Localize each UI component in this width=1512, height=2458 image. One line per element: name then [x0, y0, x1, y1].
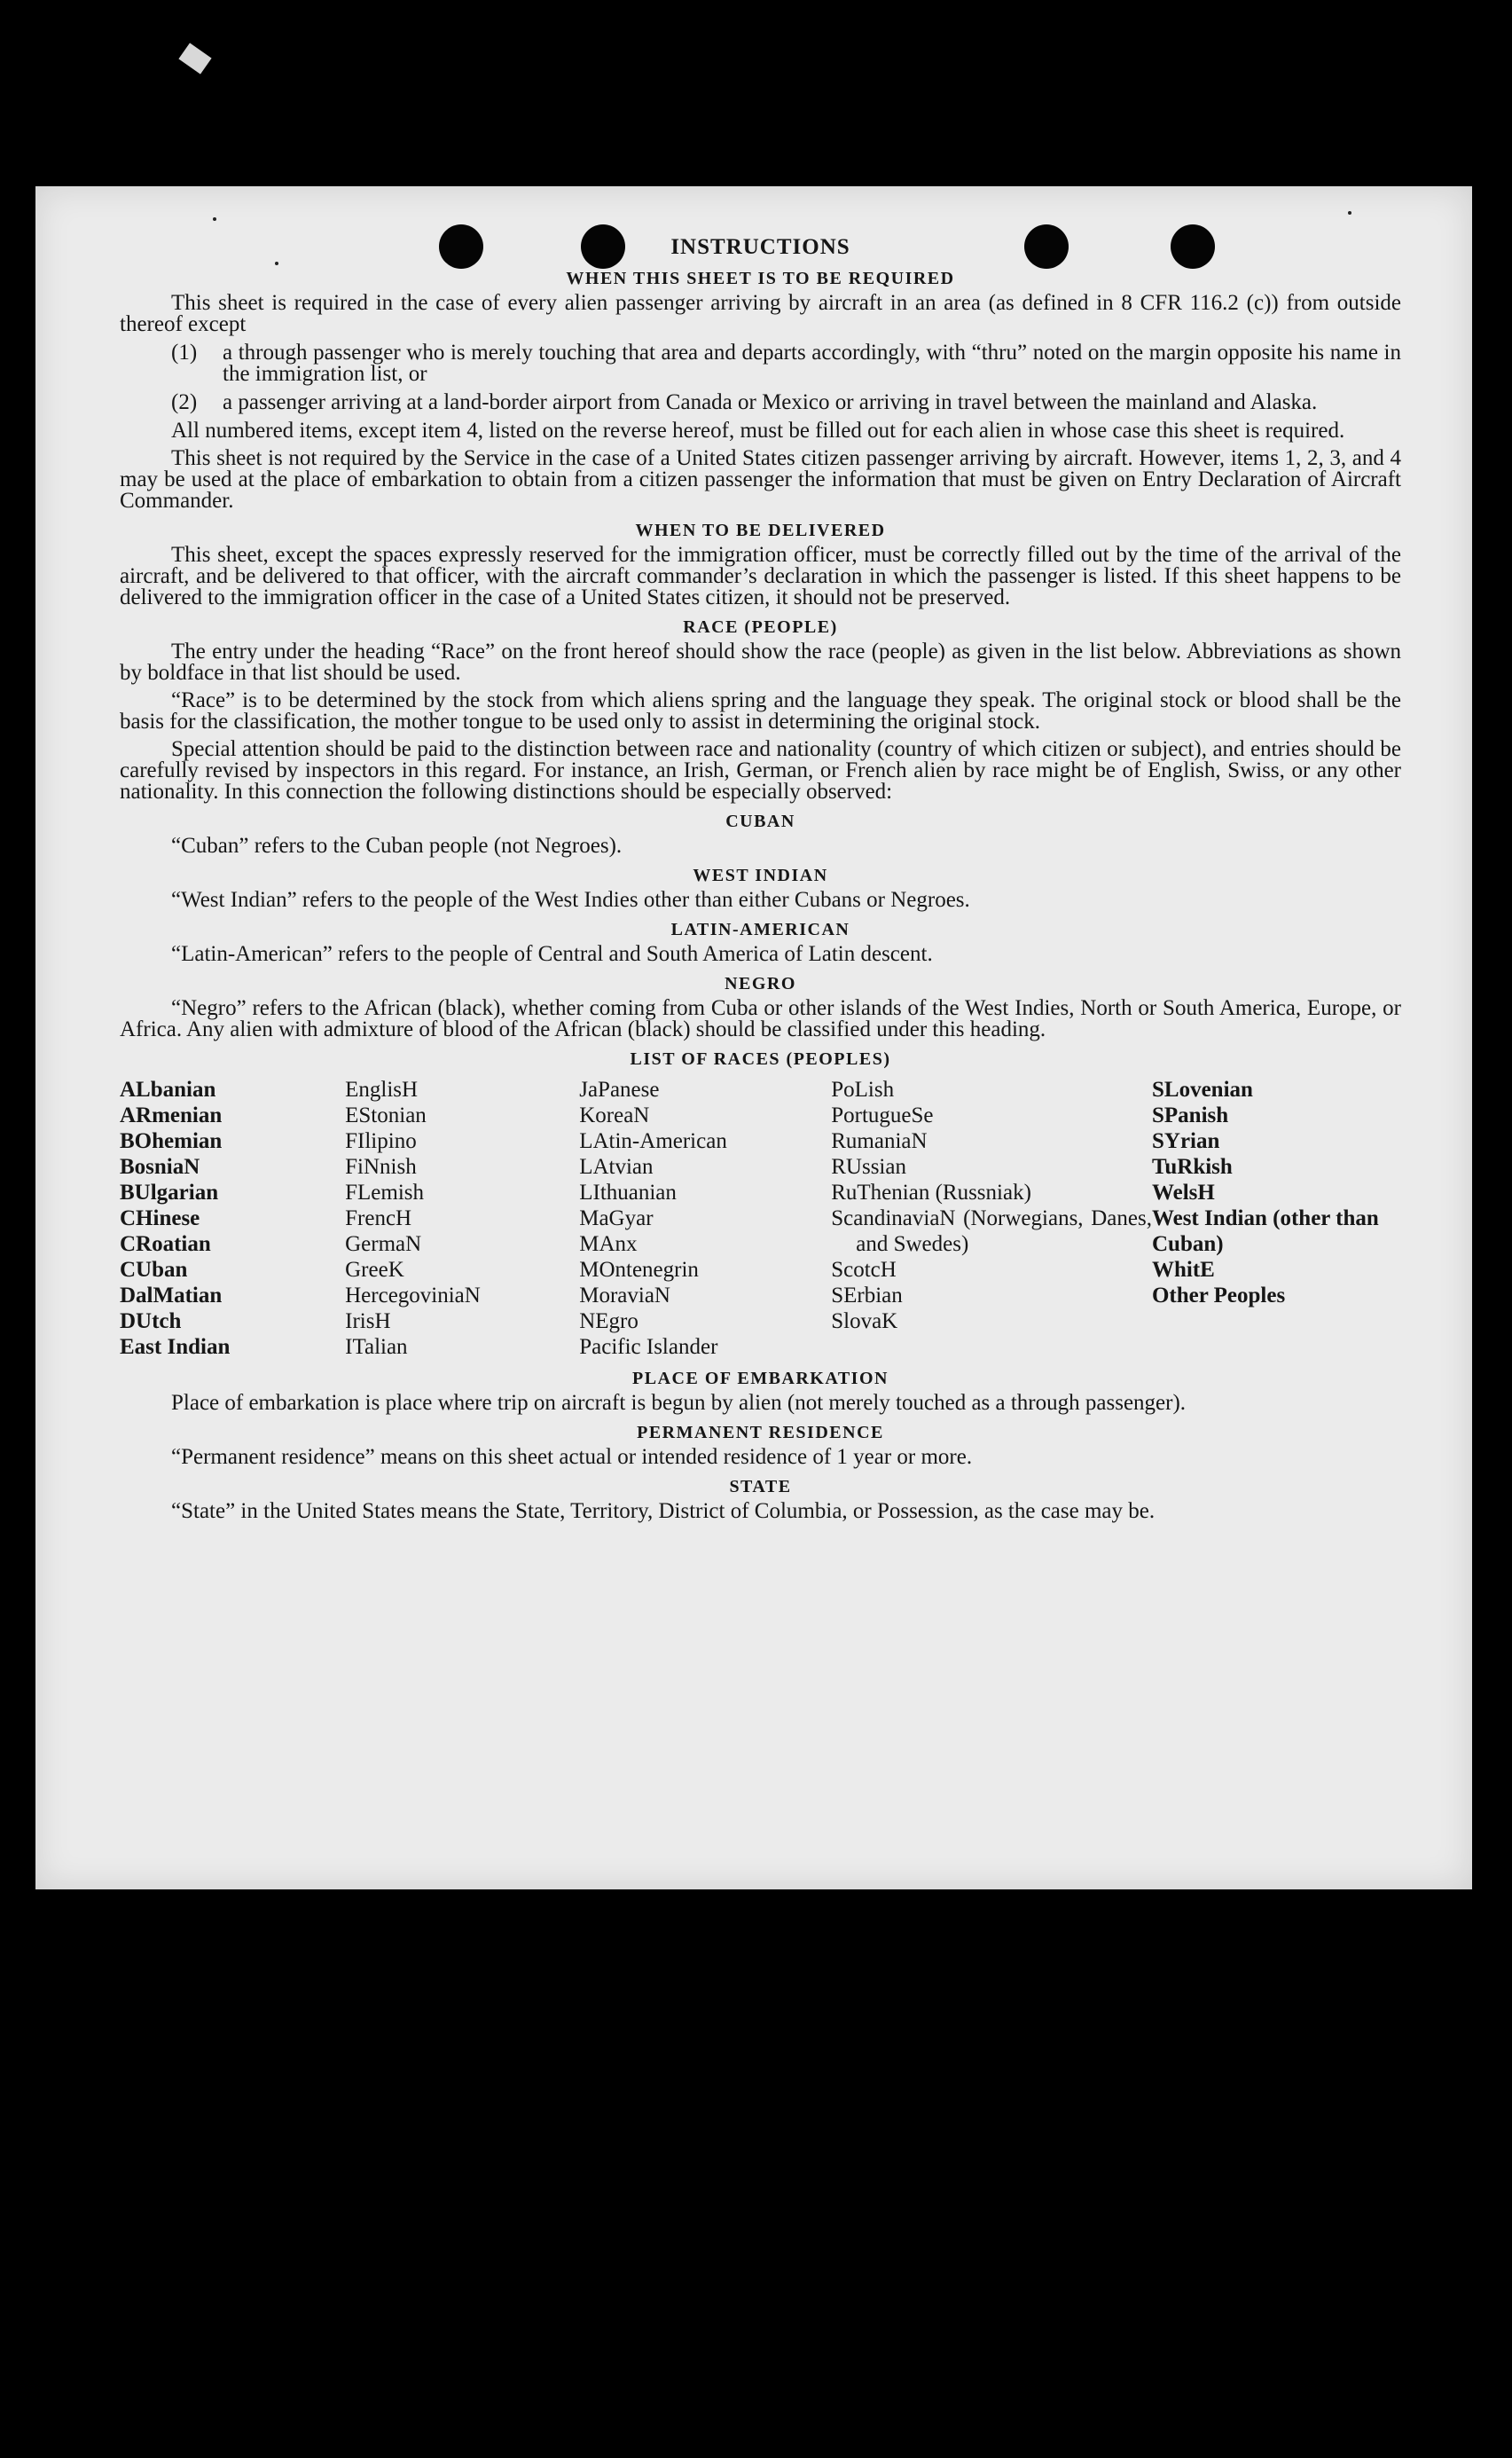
paragraph: “West Indian” refers to the people of the West Indies other than either Cubans or Negroes. [171, 888, 970, 912]
speck [213, 217, 216, 221]
race-entry: SLovenian [1151, 1078, 1253, 1102]
race-entry: ScotcH [831, 1258, 897, 1282]
race-entry: NEgro [579, 1309, 638, 1333]
race-entry: JaPanese [579, 1078, 660, 1102]
race-entry: ScandinaviaN (Norwegians, Danes, and Swedes) [831, 1206, 1152, 1256]
race-entry: IrisH [345, 1309, 391, 1333]
race-entry: Pacific Islander [579, 1335, 718, 1359]
race-entry: Other Peoples [1151, 1284, 1286, 1308]
race-entry: BosniaN [120, 1155, 200, 1179]
section-heading: RACE (PEOPLE) [683, 617, 838, 637]
race-column [345, 1077, 579, 1360]
race-entry: RUssian [831, 1155, 906, 1179]
section-heading: LATIN-AMERICAN [670, 920, 850, 939]
section-heading: NEGRO [725, 974, 796, 993]
section-heading: PERMANENT RESIDENCE [637, 1423, 884, 1442]
paragraph: “Latin-American” refers to the people of Central and South America of Latin descent. [171, 942, 933, 966]
race-entry: KoreaN [579, 1103, 650, 1127]
race-entry: DalMatian [120, 1284, 223, 1308]
race-entry: SPanish [1151, 1103, 1229, 1127]
paragraph: All numbered items, except item 4, listed on the reverse hereof, must be filled out for each alien in whose case this sheet is required. [171, 419, 1345, 443]
race-entry: HercegoviniaN [345, 1284, 481, 1308]
list-item: (1) a through passenger who is merely touching that area and departs accordingly, with “thru” noted on the margin opposite his name in the immigration list, or [171, 341, 1401, 386]
race-entry: CHinese [120, 1206, 200, 1230]
punch-hole [581, 224, 625, 269]
race-entry: GermaN [345, 1232, 422, 1256]
punch-hole [1024, 224, 1069, 269]
document-sheet [35, 186, 1472, 1889]
exception-list [120, 342, 1401, 413]
race-column [831, 1077, 1152, 1360]
race-entry: ARmenian [120, 1103, 223, 1127]
speck [1348, 211, 1351, 215]
paragraph: This sheet is required in the case of every alien passenger arriving by aircraft in an area (as defined in 8 CFR 116.2 (c)) from outside thereof except [120, 291, 1401, 336]
paragraph: This sheet, except the spaces expressly reserved for the immigration officer, must be correctly filled out by the time of the arrival of the aircraft, and be delivered to that officer, with the aircraft commander’s declaration in which the passenger is listed. If this sheet happens to be delivered to the immigration officer in the case of a United States citizen, it should not be preserved. [120, 543, 1401, 609]
paragraph: “Negro” refers to the African (black), whether coming from Cuba or other islands of the West Indies, North or South America, Europe, or Africa. Any alien with admixture of blood of the African (black) should be classified under this heading. [120, 996, 1401, 1041]
race-entry: MOntenegrin [579, 1258, 699, 1282]
race-entry: MAnx [579, 1232, 638, 1256]
paragraph: Place of embarkation is place where trip on aircraft is begun by alien (not merely touched as a through passenger). [171, 1391, 1187, 1415]
race-entry: EStonian [345, 1103, 427, 1127]
race-entry: BOhemian [120, 1129, 223, 1153]
paragraph: The entry under the heading “Race” on the front hereof should show the race (people) as given in the list below. Abbreviations as shown by boldface in that list should be used. [120, 640, 1401, 685]
paragraph: “Race” is to be determined by the stock from which aliens spring and the language they speak. The original stock or blood shall be the basis for the classification, the mother tongue to be used only to assist in determining the original stock. [120, 688, 1401, 734]
race-entry: PoLish [831, 1078, 895, 1102]
race-entry: CUban [120, 1258, 188, 1282]
page-title: INSTRUCTIONS [670, 235, 850, 259]
punch-hole [439, 224, 483, 269]
race-entry: LIthuanian [579, 1181, 677, 1205]
race-entry: RumaniaN [831, 1129, 928, 1153]
race-entry: WhitE [1151, 1258, 1215, 1282]
race-entry: SYrian [1151, 1129, 1220, 1153]
race-entry: East Indian [120, 1335, 231, 1359]
race-entry: RuThenian (Russniak) [831, 1181, 1031, 1205]
race-column [579, 1077, 831, 1360]
race-entry: BUlgarian [120, 1181, 219, 1205]
race-entry: WelsH [1151, 1181, 1215, 1205]
race-list [120, 1077, 1401, 1360]
scan-artifact [178, 43, 211, 74]
race-entry: West Indian (other than Cuban) [1151, 1206, 1379, 1256]
race-entry: PortugueSe [831, 1103, 934, 1127]
race-entry: LAtvian [579, 1155, 654, 1179]
section-heading: STATE [729, 1477, 792, 1496]
race-entry: ALbanian [120, 1078, 216, 1102]
section-heading: LIST OF RACES (PEOPLES) [630, 1049, 891, 1069]
paragraph: “Permanent residence” means on this sheet actual or intended residence of 1 year or more. [171, 1445, 973, 1469]
race-entry: TuRkish [1151, 1155, 1233, 1179]
paragraph: This sheet is not required by the Service in the case of a United States citizen passenger arriving by aircraft. However, items 1, 2, 3, and 4 may be used at the place of embarkation to obtain from a citizen passenger the information that must be given on Entry Declaration of Aircraft Commander. [120, 446, 1401, 513]
speck [275, 262, 278, 265]
race-column [120, 1077, 345, 1360]
paragraph: “State” in the United States means the State, Territory, District of Columbia, or Possession, as the case may be. [171, 1499, 1156, 1523]
paragraph: Special attention should be paid to the distinction between race and nationality (country of which citizen or subject), and entries should be carefully revised by inspectors in this regard. For instance, an Irish, German, or French alien by race might be of English, Swiss, or any other nationality. In this connection the following distinctions should be especially observed: [120, 737, 1401, 804]
race-entry: EnglisH [345, 1078, 419, 1102]
race-entry: DUtch [120, 1309, 182, 1333]
race-entry: MaGyar [579, 1206, 654, 1230]
race-entry: LAtin-American [579, 1129, 727, 1153]
race-entry: CRoatian [120, 1232, 211, 1256]
race-entry: FLemish [345, 1181, 425, 1205]
punch-hole [1171, 224, 1215, 269]
race-entry: FiNnish [345, 1155, 417, 1179]
section-heading: WEST INDIAN [693, 866, 828, 885]
section-heading: WHEN TO BE DELIVERED [635, 521, 886, 540]
section-heading: PLACE OF EMBARKATION [632, 1369, 889, 1388]
race-column [1152, 1077, 1401, 1360]
section-heading: WHEN THIS SHEET IS TO BE REQUIRED [566, 269, 955, 288]
race-entry: MoraviaN [579, 1284, 670, 1308]
race-entry: SErbian [831, 1284, 903, 1308]
race-entry: GreeK [345, 1258, 404, 1282]
race-entry: SlovaK [831, 1309, 898, 1333]
race-entry: FrencH [345, 1206, 412, 1230]
race-entry: FIlipino [345, 1129, 417, 1153]
paragraph: “Cuban” refers to the Cuban people (not Negroes). [171, 834, 623, 858]
race-entry: ITalian [345, 1335, 408, 1359]
section-heading: CUBAN [725, 812, 795, 831]
list-item: (2) a passenger arriving at a land-border airport from Canada or Mexico or arriving in travel between the mainland and Alaska. [171, 390, 1318, 414]
